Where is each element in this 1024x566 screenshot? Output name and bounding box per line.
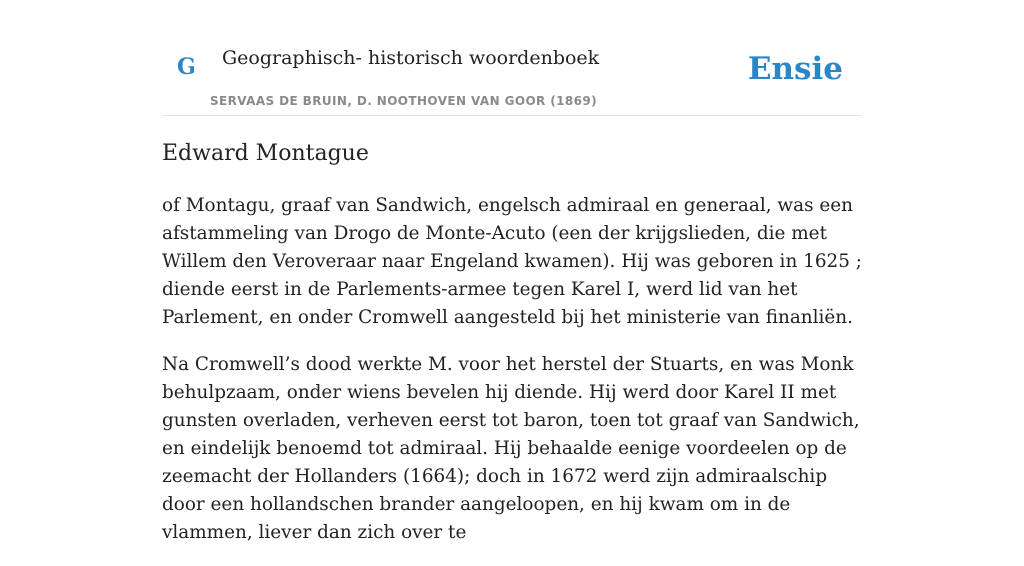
entry-paragraph: Na Cromwell’s dood werkte M. voor het herstel der Stuarts, en was Monk behulpzaam, onder wiens bevelen hij diende. Hij werd door Karel II met gunsten overladen, verheven eerst tot baron, toen tot graaf van Sandwich, en eindelijk benoemd tot admiraal. Hij behaalde eenige voordeelen op de zeemacht der Hollanders (1664); doch in 1672 werd zijn admiraalschip door een hollandschen brander aangeloopen, en hij kwam om in de vlammen, liever dan zich over te [162, 354, 860, 543]
entry-paragraph: of Montagu, graaf van Sandwich, engelsch admiraal en generaal, was een afstammeling van Drogo de Monte-Acuto (een der krijgslieden, die met Willem den Veroveraar naar Engeland kwamen). Hij was geboren in 1625 ; diende eerst in de Parlements-armee tegen Karel I, werd lid van het Parlement, en onder Cromwell aangesteld bij het ministerie van finanliën. [162, 195, 862, 328]
ensie-logo-link[interactable]: Ensie [747, 51, 843, 87]
header [162, 0, 862, 116]
entry-body [162, 192, 862, 566]
book-authors: SERVAAS DE BRUIN, D. NOOTHOVEN VAN GOOR (1869) [210, 94, 598, 108]
book-letter-icon[interactable]: G [177, 54, 196, 80]
entry-title: Edward Montague [162, 141, 369, 166]
book-title-link[interactable]: Geographisch- historisch woordenboek [222, 47, 600, 69]
